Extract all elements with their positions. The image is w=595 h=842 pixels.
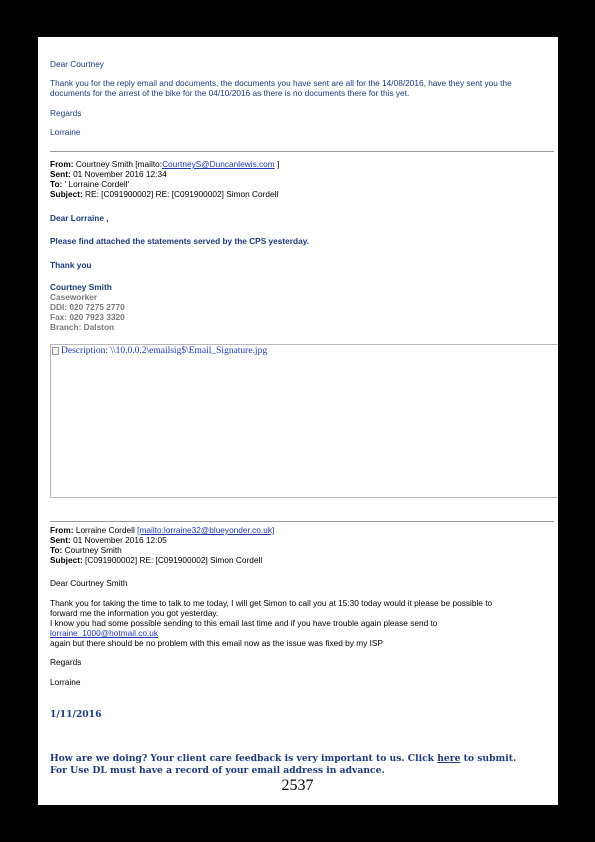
reply-greeting: Dear Courtney [50, 59, 104, 69]
sent-label: Sent: [50, 169, 71, 179]
email2-subject [50, 555, 262, 565]
email2-body-line-1: Thank you for taking the time to talk to me today, I will get Simon to call you at 15:30 today would it please be possible to [50, 598, 493, 608]
broken-image-icon [52, 347, 59, 355]
to-value: ' Lorraine Cordell' [64, 179, 130, 189]
email1-subject [50, 189, 278, 199]
sent-value: 01 November 2016 12:05 [73, 535, 167, 545]
to-label: To: [50, 179, 63, 189]
signature-title: Caseworker [50, 292, 98, 302]
from-close: ] [274, 159, 280, 169]
sent-value: 01 November 2016 12:34 [73, 169, 167, 179]
to-value: Courtney Smith [64, 545, 122, 555]
email2-regards: Regards [50, 657, 82, 667]
email2-to [50, 545, 122, 555]
email1-to [50, 179, 129, 189]
subject-label: Subject: [50, 555, 83, 565]
subject-value: [C091900002] RE: [C091900002] Simon Cordell [85, 555, 263, 565]
subject-label: Subject: [50, 189, 83, 199]
reply-regards: Regards [50, 108, 82, 118]
signature-image-alt-text: Description: \\10.0.0.2\emailsig$\Email_Signature.jpg [61, 346, 268, 356]
page-number: 2537 [281, 777, 314, 794]
email2-body-line-4: again but there should be no problem with this email now as the issue was fixed by my ISP [50, 638, 383, 648]
from-email-link[interactable]: CourtneyS@Duncanlewis.com [162, 159, 275, 169]
date-stamp: 1/11/2016 [50, 709, 102, 720]
email2-from [50, 525, 274, 535]
from-label: From: [50, 159, 74, 169]
divider [50, 151, 554, 152]
from-name: Courtney Smith [mailto: [75, 159, 163, 169]
email1-sent [50, 169, 167, 179]
email1-greeting: Dear Lorraine , [50, 213, 109, 223]
alternate-email-link[interactable]: lorraine_1000@hotmail.co.uk [50, 628, 159, 638]
email1-from [50, 159, 279, 169]
divider [50, 521, 554, 522]
reply-body-line-1: Thank you for the reply email and documents, the documents you have sent are all for the 14/08/2016, have they sent you the [50, 78, 512, 88]
signature-name: Courtney Smith [50, 282, 112, 292]
document-page [38, 37, 558, 805]
feedback-line-1 [50, 754, 516, 764]
signature-ddi: DDI: 020 7275 2770 [50, 302, 125, 312]
reply-body-line-2: documents for the arrest of the bike for the 04/10/2016 as there is no documents there for this yet. [50, 88, 410, 98]
email2-greeting: Dear Courtney Smith [50, 578, 128, 588]
from-name: Lorraine Cordell [75, 525, 135, 535]
to-label: To: [50, 545, 63, 555]
from-label: From: [50, 525, 74, 535]
sent-label: Sent: [50, 535, 71, 545]
email1-body: Please find attached the statements served by the CPS yesterday. [50, 236, 309, 246]
email2-body-line-2: forward me the information you got yesterday. [50, 608, 219, 618]
feedback-line-2: For Use DL must have a record of your email address in advance. [50, 765, 385, 776]
email2-sent [50, 535, 167, 545]
email2-signoff: Lorraine [50, 677, 81, 687]
subject-value: RE: [C091900002] RE: [C091900002] Simon Cordell [85, 189, 279, 199]
email2-body-line-3: I know you had some possible sending to this email last time and if you have trouble again please send to [50, 618, 438, 628]
reply-signoff: Lorraine [50, 127, 81, 137]
signature-image-placeholder [50, 344, 558, 498]
from-email-link[interactable]: [mailto:lorraine32@blueyonder.co.uk] [137, 525, 275, 535]
email1-thanks: Thank you [50, 260, 92, 270]
feedback-text-end: to submit. [460, 753, 517, 764]
signature-fax: Fax: 020 7923 3320 [50, 312, 125, 322]
feedback-text: How are we doing? Your client care feedback is very important to us. Click [50, 753, 438, 764]
feedback-here-link[interactable]: here [437, 753, 461, 764]
signature-branch: Branch: Dalston [50, 322, 115, 332]
